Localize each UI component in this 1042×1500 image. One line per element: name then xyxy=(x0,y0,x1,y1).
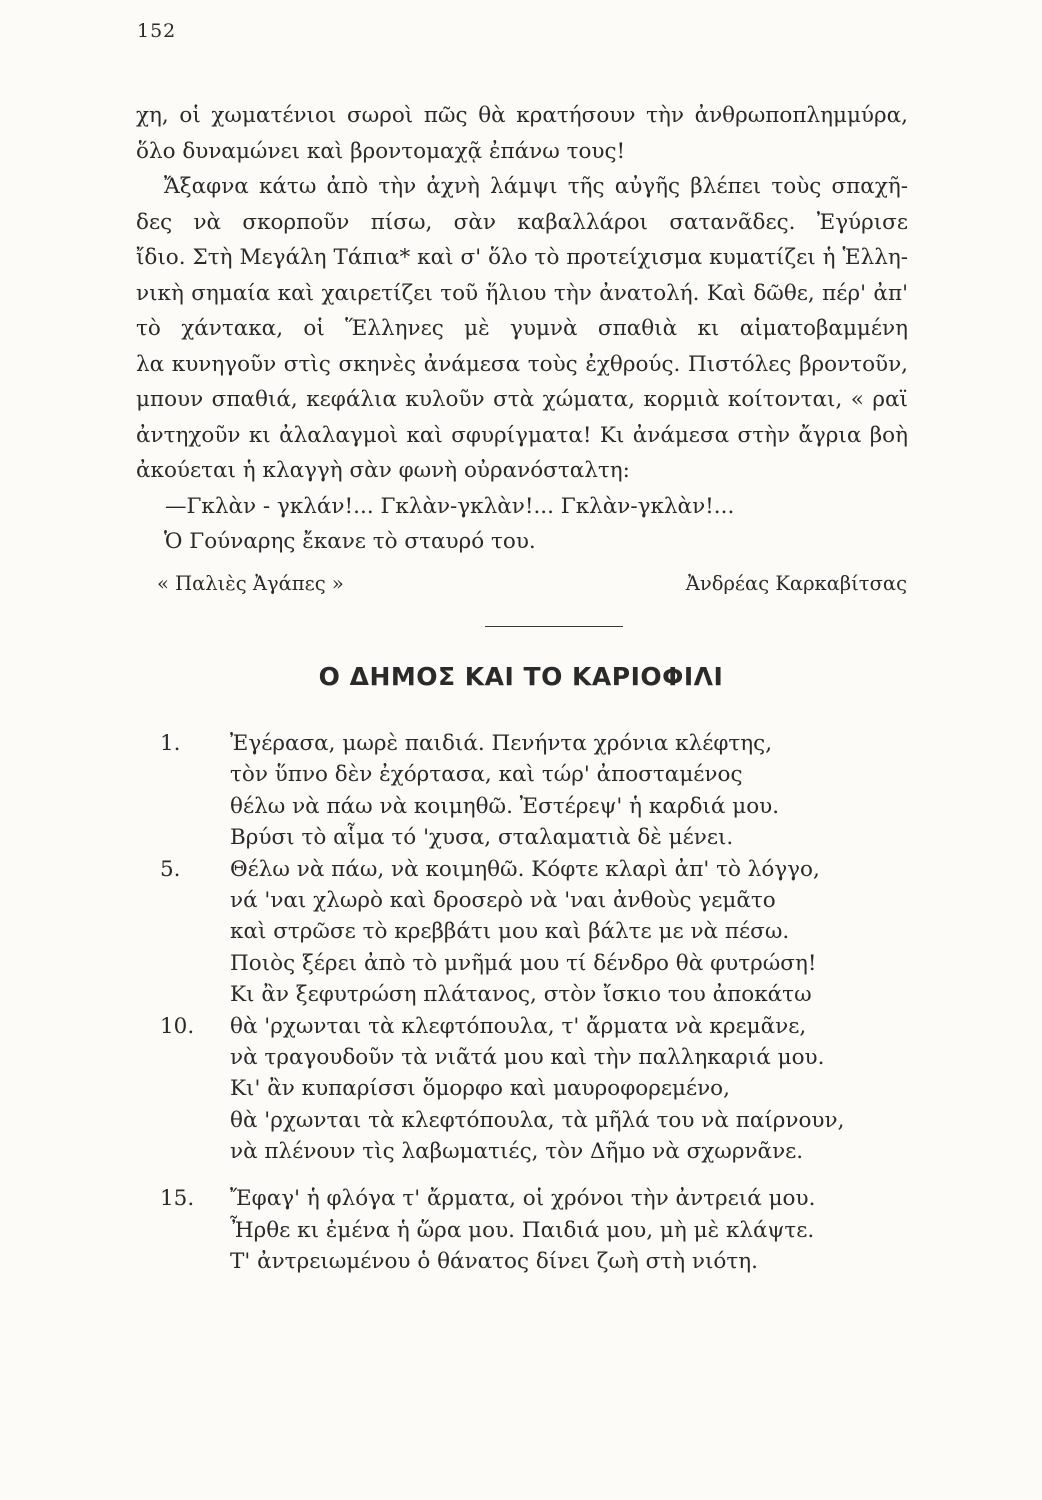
line-text: τὸν ὕπνο δὲν ἐχόρτασα, καὶ τώρ' ἀποσταμένος xyxy=(230,762,743,788)
line-number: 5. xyxy=(160,856,181,882)
poem xyxy=(160,728,920,1278)
line-text: θὰ 'ρχωνται τὰ κλεφτόπουλα, τὰ μῆλά του νὰ παίρνουν, xyxy=(230,1107,845,1133)
prose-line: μπουν σπαθιά, κεφάλια κυλοῦν στὰ χώματα, κορμιὰ κοίτονται, « ραϊ xyxy=(136,387,908,412)
poem-line xyxy=(160,1246,920,1277)
prose-line: —Γκλὰν - γκλάν!... Γκλὰν-γκλὰν!... Γκλὰν-γκλὰν!... xyxy=(165,493,735,519)
poem-line xyxy=(160,1073,920,1104)
line-number: 10. xyxy=(160,1013,195,1039)
source-author: Ἀνδρέας Καρκαβίτσας xyxy=(685,572,907,595)
prose-line: ὅλο δυναμώνει καὶ βροντομαχᾷ ἐπάνω τους! xyxy=(136,138,626,164)
source-work: « Παλιὲς Ἀγάπες » xyxy=(157,572,344,595)
line-text: Ποιὸς ξέρει ἀπὸ τὸ μνῆμά μου τί δένδρο θὰ φυτρώση! xyxy=(230,950,817,976)
line-text: Ἔφαγ' ἡ φλόγα τ' ἄρματα, οἱ χρόνοι τὴν ἀντρειά μου. xyxy=(230,1186,816,1212)
poem-line xyxy=(160,1215,920,1246)
poem-line xyxy=(160,791,920,822)
prose-line: τὸ χάντακα, οἱ Ἕλληνες μὲ γυμνὰ σπαθιὰ κι αἱματοβαμμένη xyxy=(136,316,908,341)
line-text: Θέλω νὰ πάω, νὰ κοιμηθῶ. Κόφτε κλαρὶ ἀπ' τὸ λόγγο, xyxy=(230,856,820,882)
line-text: Τ' ἀντρειωμένου ὁ θάνατος δίνει ζωὴ στὴ νιότη. xyxy=(230,1249,758,1275)
poem-line xyxy=(160,948,920,979)
poem-line xyxy=(160,1011,920,1042)
section-divider xyxy=(485,626,623,627)
line-text: νὰ τραγουδοῦν τὰ νιᾶτά μου καὶ τὴν παλληκαριά μου. xyxy=(230,1044,825,1070)
prose-line: νικὴ σημαία καὶ χαιρετίζει τοῦ ἥλιου τὴν ἀνατολή. Καὶ δῶθε, πέρ' ἀπ' xyxy=(136,280,908,306)
line-number: 1. xyxy=(160,731,181,756)
prose-line: χη, οἱ χωματένιοι σωροὶ πῶς θὰ κρατήσουν τὴν ἀνθρωποπλημμύρα, xyxy=(136,103,908,128)
prose-line: Ὁ Γούναρης ἔκανε τὸ σταυρό του. xyxy=(164,529,536,554)
line-text: θὰ 'ρχωνται τὰ κλεφτόπουλα, τ' ἄρματα νὰ κρεμᾶνε, xyxy=(230,1013,807,1039)
poem-line xyxy=(160,1105,920,1136)
poem-line xyxy=(160,1136,920,1167)
poem-line xyxy=(160,885,920,916)
page-number: 152 xyxy=(137,20,177,42)
line-text: νὰ πλένουν τὶς λαβωματιές, τὸν Δῆμο νὰ σχωρνᾶνε. xyxy=(230,1139,804,1165)
line-text: νά 'ναι χλωρὸ καὶ δροσερὸ νὰ 'ναι ἀνθοὺς γεμᾶτο xyxy=(230,887,776,913)
line-text: Κι' ἂν κυπαρίσσι ὅμορφο καὶ μαυροφορεμένο, xyxy=(230,1076,730,1102)
prose-passage xyxy=(136,98,908,560)
poem-line xyxy=(160,728,920,759)
poem-line xyxy=(160,1042,920,1073)
line-text: Ἐγέρασα, μωρὲ παιδιά. Πενήντα χρόνια κλέφτης, xyxy=(230,731,773,756)
line-text: Κι ἂν ξεφυτρώση πλάτανος, στὸν ἴσκιο του ἀποκάτω xyxy=(230,982,812,1008)
prose-line: ἀκούεται ἡ κλαγγὴ σὰν φωνὴ οὐρανόσταλτη: xyxy=(136,458,630,483)
prose-line: δες νὰ σκορποῦν πίσω, σὰν καβαλλάροι σατανᾶδες. Ἐγύρισε xyxy=(136,209,908,235)
line-number: 15. xyxy=(160,1186,195,1212)
poem-title: Ο ΔΗΜΟΣ ΚΑΙ ΤΟ ΚΑΡΙΟΦΙΛΙ xyxy=(318,662,724,691)
prose-line: λα κυνηγοῦν στὶς σκηνὲς ἀνάμεσα τοὺς ἐχθρούς. Πιστόλες βροντοῦν, xyxy=(136,351,908,377)
poem-line xyxy=(160,854,920,885)
prose-line: ἴδιο. Στὴ Μεγάλη Τάπια* καὶ σ' ὅλο τὸ προτείχισμα κυματίζει ἡ Ἑλλη- xyxy=(136,245,908,270)
line-text: θέλω νὰ πάω νὰ κοιμηθῶ. Ἐστέρεψ' ἡ καρδιά μου. xyxy=(230,793,780,819)
poem-line xyxy=(160,822,920,853)
poem-line xyxy=(160,1183,920,1214)
line-text: Βρύσι τὸ αἷμα τό 'χυσα, σταλαματιὰ δὲ μένει. xyxy=(230,825,734,851)
line-text: Ἦρθε κι ἐμένα ἡ ὥρα μου. Παιδιά μου, μὴ μὲ κλάψτε. xyxy=(230,1217,815,1243)
poem-line xyxy=(160,916,920,947)
prose-line: Ἄξαφνα κάτω ἀπὸ τὴν ἀχνὴ λάμψι τῆς αὐγῆς βλέπει τοὺς σπαχῆ- xyxy=(164,174,908,199)
poem-line xyxy=(160,759,920,790)
source-citation xyxy=(157,572,907,595)
poem-line xyxy=(160,979,920,1010)
prose-line: ἀντηχοῦν κι ἀλαλαγμοὶ καὶ σφυρίγματα! Κι ἀνάμεσα στὴν ἄγρια βοὴ xyxy=(136,422,908,448)
line-text: καὶ στρῶσε τὸ κρεββάτι μου καὶ βάλτε με νὰ πέσω. xyxy=(230,919,790,945)
